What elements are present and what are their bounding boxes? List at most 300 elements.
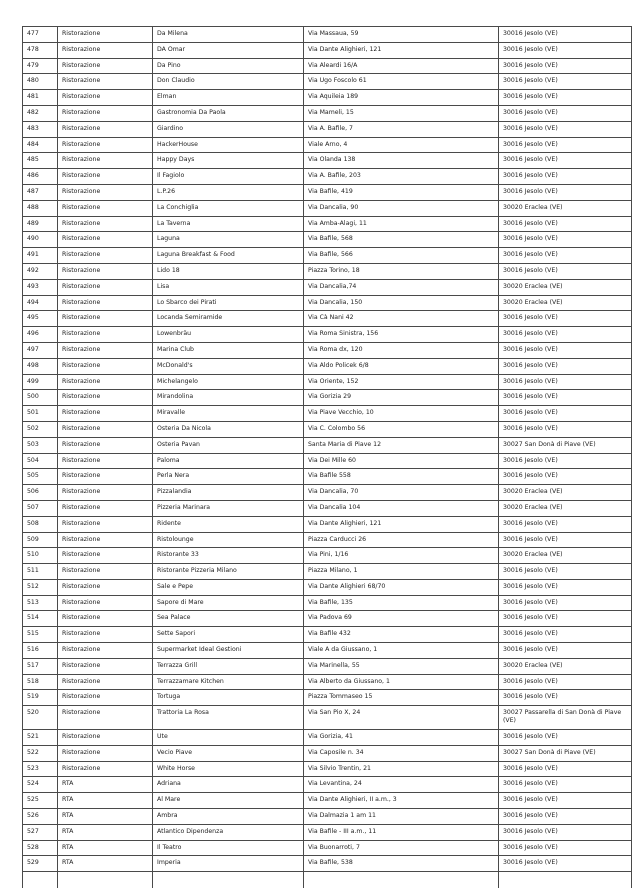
row-city: 30016 Jesolo (VE) xyxy=(503,780,558,788)
row-name-cell xyxy=(153,105,304,121)
row-name-cell xyxy=(153,248,304,264)
row-city: 30016 Jesolo (VE) xyxy=(503,843,558,851)
row-category-cell xyxy=(58,840,153,856)
row-number: 510 xyxy=(27,551,39,559)
row-number-cell xyxy=(23,627,58,643)
table-row xyxy=(23,263,632,279)
row-category: Ristorazione xyxy=(62,77,101,85)
row-city: 30016 Jesolo (VE) xyxy=(503,827,558,835)
row-number: 497 xyxy=(27,345,39,353)
row-city: 30016 Jesolo (VE) xyxy=(503,630,558,638)
row-city: 30016 Jesolo (VE) xyxy=(503,361,558,369)
table-row xyxy=(23,169,632,185)
row-name: White Horse xyxy=(157,764,195,772)
row-number-cell xyxy=(23,216,58,232)
row-number-cell xyxy=(23,263,58,279)
row-category-cell xyxy=(58,374,153,390)
table-row xyxy=(23,595,632,611)
row-category: Ristorazione xyxy=(62,535,101,543)
row-number-cell xyxy=(23,58,58,74)
row-name: Lisa xyxy=(157,282,170,290)
row-name: Mirandolina xyxy=(157,393,194,401)
row-city-cell xyxy=(499,421,632,437)
row-number: 501 xyxy=(27,409,39,417)
row-city: 30016 Jesolo (VE) xyxy=(503,582,558,590)
row-city: 30027 San Donà di Piave (VE) xyxy=(503,748,596,756)
row-category: RTA xyxy=(62,780,74,788)
row-number-cell xyxy=(23,469,58,485)
row-number: 490 xyxy=(27,235,39,243)
table-row xyxy=(23,406,632,422)
row-category-cell xyxy=(58,90,153,106)
row-number: 478 xyxy=(27,45,39,53)
row-number: 500 xyxy=(27,393,39,401)
table-row xyxy=(23,643,632,659)
row-category-cell xyxy=(58,532,153,548)
row-name: Tortuga xyxy=(157,693,181,701)
row-city-cell xyxy=(499,216,632,232)
row-category: Ristorazione xyxy=(62,677,101,685)
row-city-cell xyxy=(499,437,632,453)
row-address: Piazza Tommaseo 15 xyxy=(308,693,373,701)
row-category: Ristorazione xyxy=(62,140,101,148)
row-number: 495 xyxy=(27,314,39,322)
row-number-cell xyxy=(23,121,58,137)
row-name-cell xyxy=(153,390,304,406)
row-number-cell xyxy=(23,421,58,437)
table-row xyxy=(23,27,632,43)
table-row xyxy=(23,105,632,121)
row-city: 30016 Jesolo (VE) xyxy=(503,393,558,401)
row-city-cell xyxy=(499,627,632,643)
row-category-cell xyxy=(58,777,153,793)
row-number: 509 xyxy=(27,535,39,543)
row-name: Elman xyxy=(157,93,177,101)
row-name-cell xyxy=(153,824,304,840)
row-category-cell xyxy=(58,824,153,840)
row-number-cell xyxy=(23,232,58,248)
row-name: HackerHouse xyxy=(157,140,198,148)
row-city-cell xyxy=(499,121,632,137)
row-name: Giardino xyxy=(157,124,184,132)
row-city-cell xyxy=(499,532,632,548)
row-address-cell xyxy=(304,421,499,437)
row-address: Via Dancalia 104 xyxy=(308,503,361,511)
row-address: Via Silvio Trentin, 21 xyxy=(308,764,371,772)
row-number: 503 xyxy=(27,440,39,448)
row-city: 30016 Jesolo (VE) xyxy=(503,693,558,701)
row-address: Via A. Bafile, 7 xyxy=(308,124,353,132)
row-city: 30016 Jesolo (VE) xyxy=(503,61,558,69)
row-address-cell xyxy=(304,279,499,295)
row-category-cell xyxy=(58,809,153,825)
row-address-cell xyxy=(304,777,499,793)
row-name-cell xyxy=(153,627,304,643)
row-address-cell xyxy=(304,516,499,532)
row-category: Ristorazione xyxy=(62,709,101,717)
row-number: 508 xyxy=(27,519,39,527)
row-category-cell xyxy=(58,579,153,595)
row-number: 517 xyxy=(27,661,39,669)
row-city: 30016 Jesolo (VE) xyxy=(503,377,558,385)
row-city-cell xyxy=(499,761,632,777)
row-address: Via San Pio X, 24 xyxy=(308,709,361,717)
row-name-cell xyxy=(153,137,304,153)
row-name-cell xyxy=(153,706,304,730)
table-row xyxy=(23,374,632,390)
table-row xyxy=(23,58,632,74)
row-category-cell xyxy=(58,516,153,532)
row-address: Via Gorizia 29 xyxy=(308,393,352,401)
row-city-cell xyxy=(499,516,632,532)
row-number: 480 xyxy=(27,77,39,85)
row-category-cell xyxy=(58,453,153,469)
row-city-cell xyxy=(499,153,632,169)
table-row xyxy=(23,674,632,690)
row-number: 523 xyxy=(27,764,39,772)
row-address-cell xyxy=(304,793,499,809)
row-category: Ristorazione xyxy=(62,61,101,69)
row-category: RTA xyxy=(62,859,74,867)
row-name-cell xyxy=(153,263,304,279)
row-city-cell xyxy=(499,137,632,153)
row-number: 502 xyxy=(27,424,39,432)
row-number-cell xyxy=(23,437,58,453)
row-number-cell xyxy=(23,169,58,185)
row-name-cell xyxy=(153,516,304,532)
table-row xyxy=(23,745,632,761)
row-number-cell xyxy=(23,579,58,595)
row-name-cell xyxy=(153,809,304,825)
row-name: Osteria Pavan xyxy=(157,440,200,448)
row-name-cell xyxy=(153,42,304,58)
row-address-cell xyxy=(304,169,499,185)
row-address: Via Dancalia, 70 xyxy=(308,488,359,496)
row-name-cell xyxy=(153,485,304,501)
row-category-cell xyxy=(58,42,153,58)
row-number: 483 xyxy=(27,124,39,132)
table-row xyxy=(23,390,632,406)
row-address-cell xyxy=(304,761,499,777)
row-category: Ristorazione xyxy=(62,503,101,511)
row-address-cell xyxy=(304,216,499,232)
row-name: Pizzeria Marinara xyxy=(157,503,211,511)
row-number: 516 xyxy=(27,646,39,654)
row-city-cell xyxy=(499,690,632,706)
row-address-cell xyxy=(304,105,499,121)
row-category: Ristorazione xyxy=(62,156,101,164)
row-city: 30016 Jesolo (VE) xyxy=(503,567,558,575)
row-address-cell xyxy=(304,342,499,358)
row-number: 522 xyxy=(27,748,39,756)
row-name: Terrazzamare Kitchen xyxy=(157,677,224,685)
row-address-cell xyxy=(304,532,499,548)
row-name: Vecio Piave xyxy=(157,748,193,756)
row-category: Ristorazione xyxy=(62,472,101,480)
row-address: Via Aleardi 16/A xyxy=(308,61,358,69)
row-category: Ristorazione xyxy=(62,764,101,772)
row-number-cell xyxy=(23,730,58,746)
row-address-cell xyxy=(304,548,499,564)
row-address-cell xyxy=(304,358,499,374)
row-name-cell xyxy=(153,500,304,516)
row-name: Da Milena xyxy=(157,30,188,37)
row-number-cell xyxy=(23,311,58,327)
row-city: 30020 Eraclea (VE) xyxy=(503,488,563,496)
row-address: Via Bafile, 568 xyxy=(308,235,353,243)
row-number: 493 xyxy=(27,282,39,290)
row-name-cell xyxy=(153,327,304,343)
table-row xyxy=(23,730,632,746)
row-number: 504 xyxy=(27,456,39,464)
table-row xyxy=(23,809,632,825)
row-name-cell xyxy=(153,856,304,872)
row-number: 518 xyxy=(27,677,39,685)
row-address-cell xyxy=(304,200,499,216)
row-city-cell xyxy=(499,674,632,690)
row-category: Ristorazione xyxy=(62,598,101,606)
row-city-cell xyxy=(499,184,632,200)
row-name-cell xyxy=(153,548,304,564)
table-row xyxy=(23,232,632,248)
row-number-cell xyxy=(23,761,58,777)
row-city: 30016 Jesolo (VE) xyxy=(503,519,558,527)
row-city-cell xyxy=(499,248,632,264)
row-name: DA Omar xyxy=(157,45,186,53)
row-name-cell xyxy=(153,643,304,659)
row-address: Viale Arno, 4 xyxy=(308,140,348,148)
row-name: Sale e Pepe xyxy=(157,582,194,590)
row-name-cell xyxy=(153,74,304,90)
row-number-cell xyxy=(23,674,58,690)
row-city: 30020 Eraclea (VE) xyxy=(503,661,563,669)
row-number-cell xyxy=(23,840,58,856)
row-address: Via Padova 69 xyxy=(308,614,352,622)
row-category-cell xyxy=(58,643,153,659)
row-name-cell xyxy=(153,421,304,437)
row-city: 30016 Jesolo (VE) xyxy=(503,219,558,227)
row-number: 514 xyxy=(27,614,39,622)
row-category-cell xyxy=(58,793,153,809)
table-row xyxy=(23,279,632,295)
row-city-cell xyxy=(499,27,632,43)
row-number-cell xyxy=(23,856,58,872)
row-number: 513 xyxy=(27,598,39,606)
row-category: Ristorazione xyxy=(62,551,101,559)
empty-cell xyxy=(23,872,58,888)
row-name: La Taverna xyxy=(157,219,191,227)
row-number-cell xyxy=(23,453,58,469)
row-name: Ristorante Pizzeria Milano xyxy=(157,567,237,575)
row-address: Via Dante Alighieri, 121 xyxy=(308,519,382,527)
row-name-cell xyxy=(153,840,304,856)
row-number: 527 xyxy=(27,827,39,835)
row-category: Ristorazione xyxy=(62,748,101,756)
row-city: 30016 Jesolo (VE) xyxy=(503,314,558,322)
row-address-cell xyxy=(304,453,499,469)
row-number: 505 xyxy=(27,472,39,480)
row-address: Piazza Torino, 18 xyxy=(308,266,360,274)
row-city-cell xyxy=(499,342,632,358)
row-name-cell xyxy=(153,153,304,169)
row-number: 488 xyxy=(27,203,39,211)
row-number: 528 xyxy=(27,843,39,851)
row-name: Adriana xyxy=(157,780,181,788)
table-row xyxy=(23,793,632,809)
row-category-cell xyxy=(58,169,153,185)
row-city: 30016 Jesolo (VE) xyxy=(503,45,558,53)
row-address-cell xyxy=(304,674,499,690)
row-number-cell xyxy=(23,342,58,358)
row-number: 498 xyxy=(27,361,39,369)
row-number-cell xyxy=(23,137,58,153)
table-row xyxy=(23,485,632,501)
row-name: McDonald's xyxy=(157,361,193,369)
row-category: Ristorazione xyxy=(62,630,101,638)
row-address: Piazza Milano, 1 xyxy=(308,567,358,575)
row-address: Via Piave Vecchio, 10 xyxy=(308,409,374,417)
row-address-cell xyxy=(304,27,499,43)
row-city-cell xyxy=(499,595,632,611)
table-row xyxy=(23,627,632,643)
row-category-cell xyxy=(58,263,153,279)
table-row xyxy=(23,500,632,516)
row-address: Via A. Bafile, 203 xyxy=(308,172,361,180)
row-name: Sea Palace xyxy=(157,614,191,622)
row-name-cell xyxy=(153,532,304,548)
row-city: 30020 Eraclea (VE) xyxy=(503,503,563,511)
row-city: 30016 Jesolo (VE) xyxy=(503,30,558,37)
row-category-cell xyxy=(58,121,153,137)
row-city: 30016 Jesolo (VE) xyxy=(503,124,558,132)
row-number-cell xyxy=(23,777,58,793)
row-category-cell xyxy=(58,232,153,248)
row-city: 30027 Passarella di San Donà di Piave (VE) xyxy=(503,709,622,725)
row-number: 529 xyxy=(27,859,39,867)
row-category-cell xyxy=(58,706,153,730)
row-address: Santa Maria di Piave 12 xyxy=(308,440,382,448)
table-row xyxy=(23,184,632,200)
row-address-cell xyxy=(304,153,499,169)
table-row xyxy=(23,421,632,437)
row-city-cell xyxy=(499,327,632,343)
row-address-cell xyxy=(304,374,499,390)
row-category-cell xyxy=(58,745,153,761)
row-category-cell xyxy=(58,153,153,169)
row-number-cell xyxy=(23,184,58,200)
row-name: Imperia xyxy=(157,859,181,867)
row-name-cell xyxy=(153,121,304,137)
row-address-cell xyxy=(304,643,499,659)
row-category-cell xyxy=(58,485,153,501)
row-name-cell xyxy=(153,169,304,185)
row-category-cell xyxy=(58,469,153,485)
listing-body xyxy=(23,27,632,888)
row-city-cell xyxy=(499,706,632,730)
row-name-cell xyxy=(153,58,304,74)
row-category-cell xyxy=(58,611,153,627)
row-address: Via Gorizia, 41 xyxy=(308,733,353,741)
row-category: RTA xyxy=(62,843,74,851)
row-category-cell xyxy=(58,674,153,690)
row-address: Viale A da Giussano, 1 xyxy=(308,646,378,654)
row-address-cell xyxy=(304,42,499,58)
row-city: 30016 Jesolo (VE) xyxy=(503,764,558,772)
row-name: Sette Sapori xyxy=(157,630,196,638)
row-name-cell xyxy=(153,793,304,809)
row-category: Ristorazione xyxy=(62,187,101,195)
row-category-cell xyxy=(58,58,153,74)
row-city-cell xyxy=(499,730,632,746)
row-address-cell xyxy=(304,611,499,627)
row-name-cell xyxy=(153,437,304,453)
table-row xyxy=(23,777,632,793)
row-category: Ristorazione xyxy=(62,424,101,432)
row-category: Ristorazione xyxy=(62,693,101,701)
row-name-cell xyxy=(153,579,304,595)
row-address: Via Ugo Foscolo 61 xyxy=(308,77,367,85)
row-address: Via Roma Sinistra, 156 xyxy=(308,330,379,338)
row-number-cell xyxy=(23,27,58,43)
row-address-cell xyxy=(304,248,499,264)
row-address: Via Mameli, 15 xyxy=(308,108,354,116)
row-city: 30016 Jesolo (VE) xyxy=(503,796,558,804)
table-row xyxy=(23,295,632,311)
row-category: Ristorazione xyxy=(62,314,101,322)
row-city-cell xyxy=(499,279,632,295)
row-number: 492 xyxy=(27,266,39,274)
row-name-cell xyxy=(153,200,304,216)
row-city: 30016 Jesolo (VE) xyxy=(503,172,558,180)
row-name: Happy Days xyxy=(157,156,195,164)
row-address: Via Dante Alighieri, II a.m., 3 xyxy=(308,796,397,804)
table-row xyxy=(23,437,632,453)
row-address: Via Roma dx, 120 xyxy=(308,345,363,353)
row-name: Terrazza Grill xyxy=(157,661,198,669)
row-number: 489 xyxy=(27,219,39,227)
row-number-cell xyxy=(23,90,58,106)
table-row xyxy=(23,824,632,840)
row-category: Ristorazione xyxy=(62,266,101,274)
row-name: Trattoria La Rosa xyxy=(157,709,209,717)
table-row xyxy=(23,611,632,627)
row-category: Ristorazione xyxy=(62,251,101,259)
row-category-cell xyxy=(58,279,153,295)
row-address-cell xyxy=(304,390,499,406)
row-city-cell xyxy=(499,793,632,809)
row-number-cell xyxy=(23,793,58,809)
row-address-cell xyxy=(304,311,499,327)
row-category: Ristorazione xyxy=(62,93,101,101)
row-address-cell xyxy=(304,327,499,343)
row-name: Ute xyxy=(157,733,168,741)
row-name-cell xyxy=(153,216,304,232)
row-name: Miravalle xyxy=(157,409,186,417)
row-number: 499 xyxy=(27,377,39,385)
row-category-cell xyxy=(58,200,153,216)
row-address-cell xyxy=(304,90,499,106)
row-category: Ristorazione xyxy=(62,661,101,669)
row-category: Ristorazione xyxy=(62,45,101,53)
row-number: 525 xyxy=(27,796,39,804)
row-number-cell xyxy=(23,809,58,825)
row-address: Via Dalmazia 1 am 11 xyxy=(308,812,376,820)
row-address: Via Bafile 432 xyxy=(308,630,351,638)
table-row xyxy=(23,90,632,106)
row-name: Al Mare xyxy=(157,796,181,804)
row-name: Pizzalandia xyxy=(157,488,192,496)
row-name: Laguna xyxy=(157,235,180,243)
